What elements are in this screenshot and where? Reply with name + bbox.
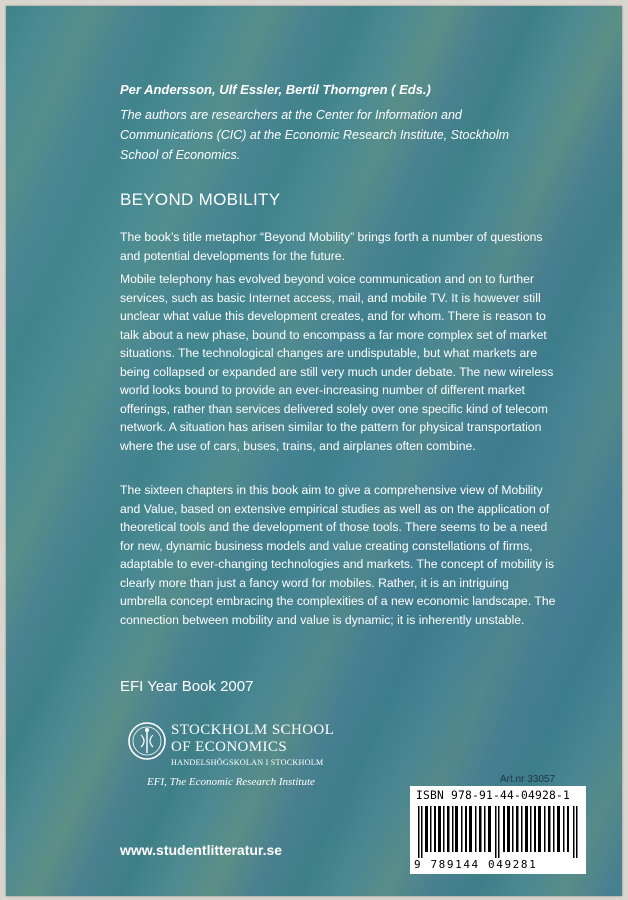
school-name-swedish: HANDELSHÖGSKOLAN I STOCKHOLM <box>171 758 324 767</box>
barcode-icon <box>418 806 578 858</box>
editors-line: Per Andersson, Ulf Essler, Bertil Thorngren ( Eds.) <box>120 82 431 97</box>
school-name-line1: STOCKHOLM SCHOOL <box>171 722 335 738</box>
efi-institute: EFI, The Economic Research Institute <box>147 776 315 788</box>
yearbook-label: EFI Year Book 2007 <box>120 678 254 695</box>
article-number: Art.nr 33057 <box>500 774 556 785</box>
book-back-cover <box>6 6 622 896</box>
authors-note: The authors are researchers at the Center for Information and Communications (CIC) at the Economic Research Institute, Stockholm School of Economics. <box>120 108 510 162</box>
school-name-line2: OF ECONOMICS <box>171 739 288 755</box>
school-logo <box>127 721 407 791</box>
school-seal-icon <box>127 721 167 761</box>
paragraph-sixteen-chapters: The sixteen chapters in this book aim to give a comprehensive view of Mobility and Value, based on extensive empirical studies as well as on the application of theoretical tools and the development of those tools. There seems to be a need for new, dynamic business models and value creating constellations of firms, adaptable to ever-changing technologies and markets. The concept of mobility is clearly more than just a fancy word for mobiles. Rather, it is an intriguing umbrella concept embracing the complexities of a new economic landscape. The connection between mobility and value is dynamic; it is inherently unstable. <box>120 483 556 627</box>
isbn-barcode <box>410 786 586 874</box>
isbn-label: ISBN 978-91-44-04928-1 <box>416 789 571 802</box>
paragraph-intro: The book’s title metaphor “Beyond Mobility” brings forth a number of questions and potential developments for the future. <box>120 230 543 263</box>
book-title: BEYOND MOBILITY <box>120 190 281 209</box>
publisher-website[interactable]: www.studentlitteratur.se <box>120 842 283 858</box>
barcode-digits: 9 789144 049281 <box>414 858 538 871</box>
paragraph-mobile-telephony: Mobile telephony has evolved beyond voice communication and on to further services, such as basic Internet access, mail, and mobile TV. It is however still unclear what value this development creates, and for whom. There is reason to talk about a new phase, bound to encompass a far more complex set of market situations. The technological changes are undisputable, but what markets are being collapsed or expanded are still very much under debate. The new wireless world looks bound to provide an ever-increasing number of different market offerings, rather than services delivered solely over one specific kind of telecom network. A situation has arisen similar to the pattern for physical transportation where the use of cars, buses, trains, and airplanes often combine. <box>120 272 554 453</box>
